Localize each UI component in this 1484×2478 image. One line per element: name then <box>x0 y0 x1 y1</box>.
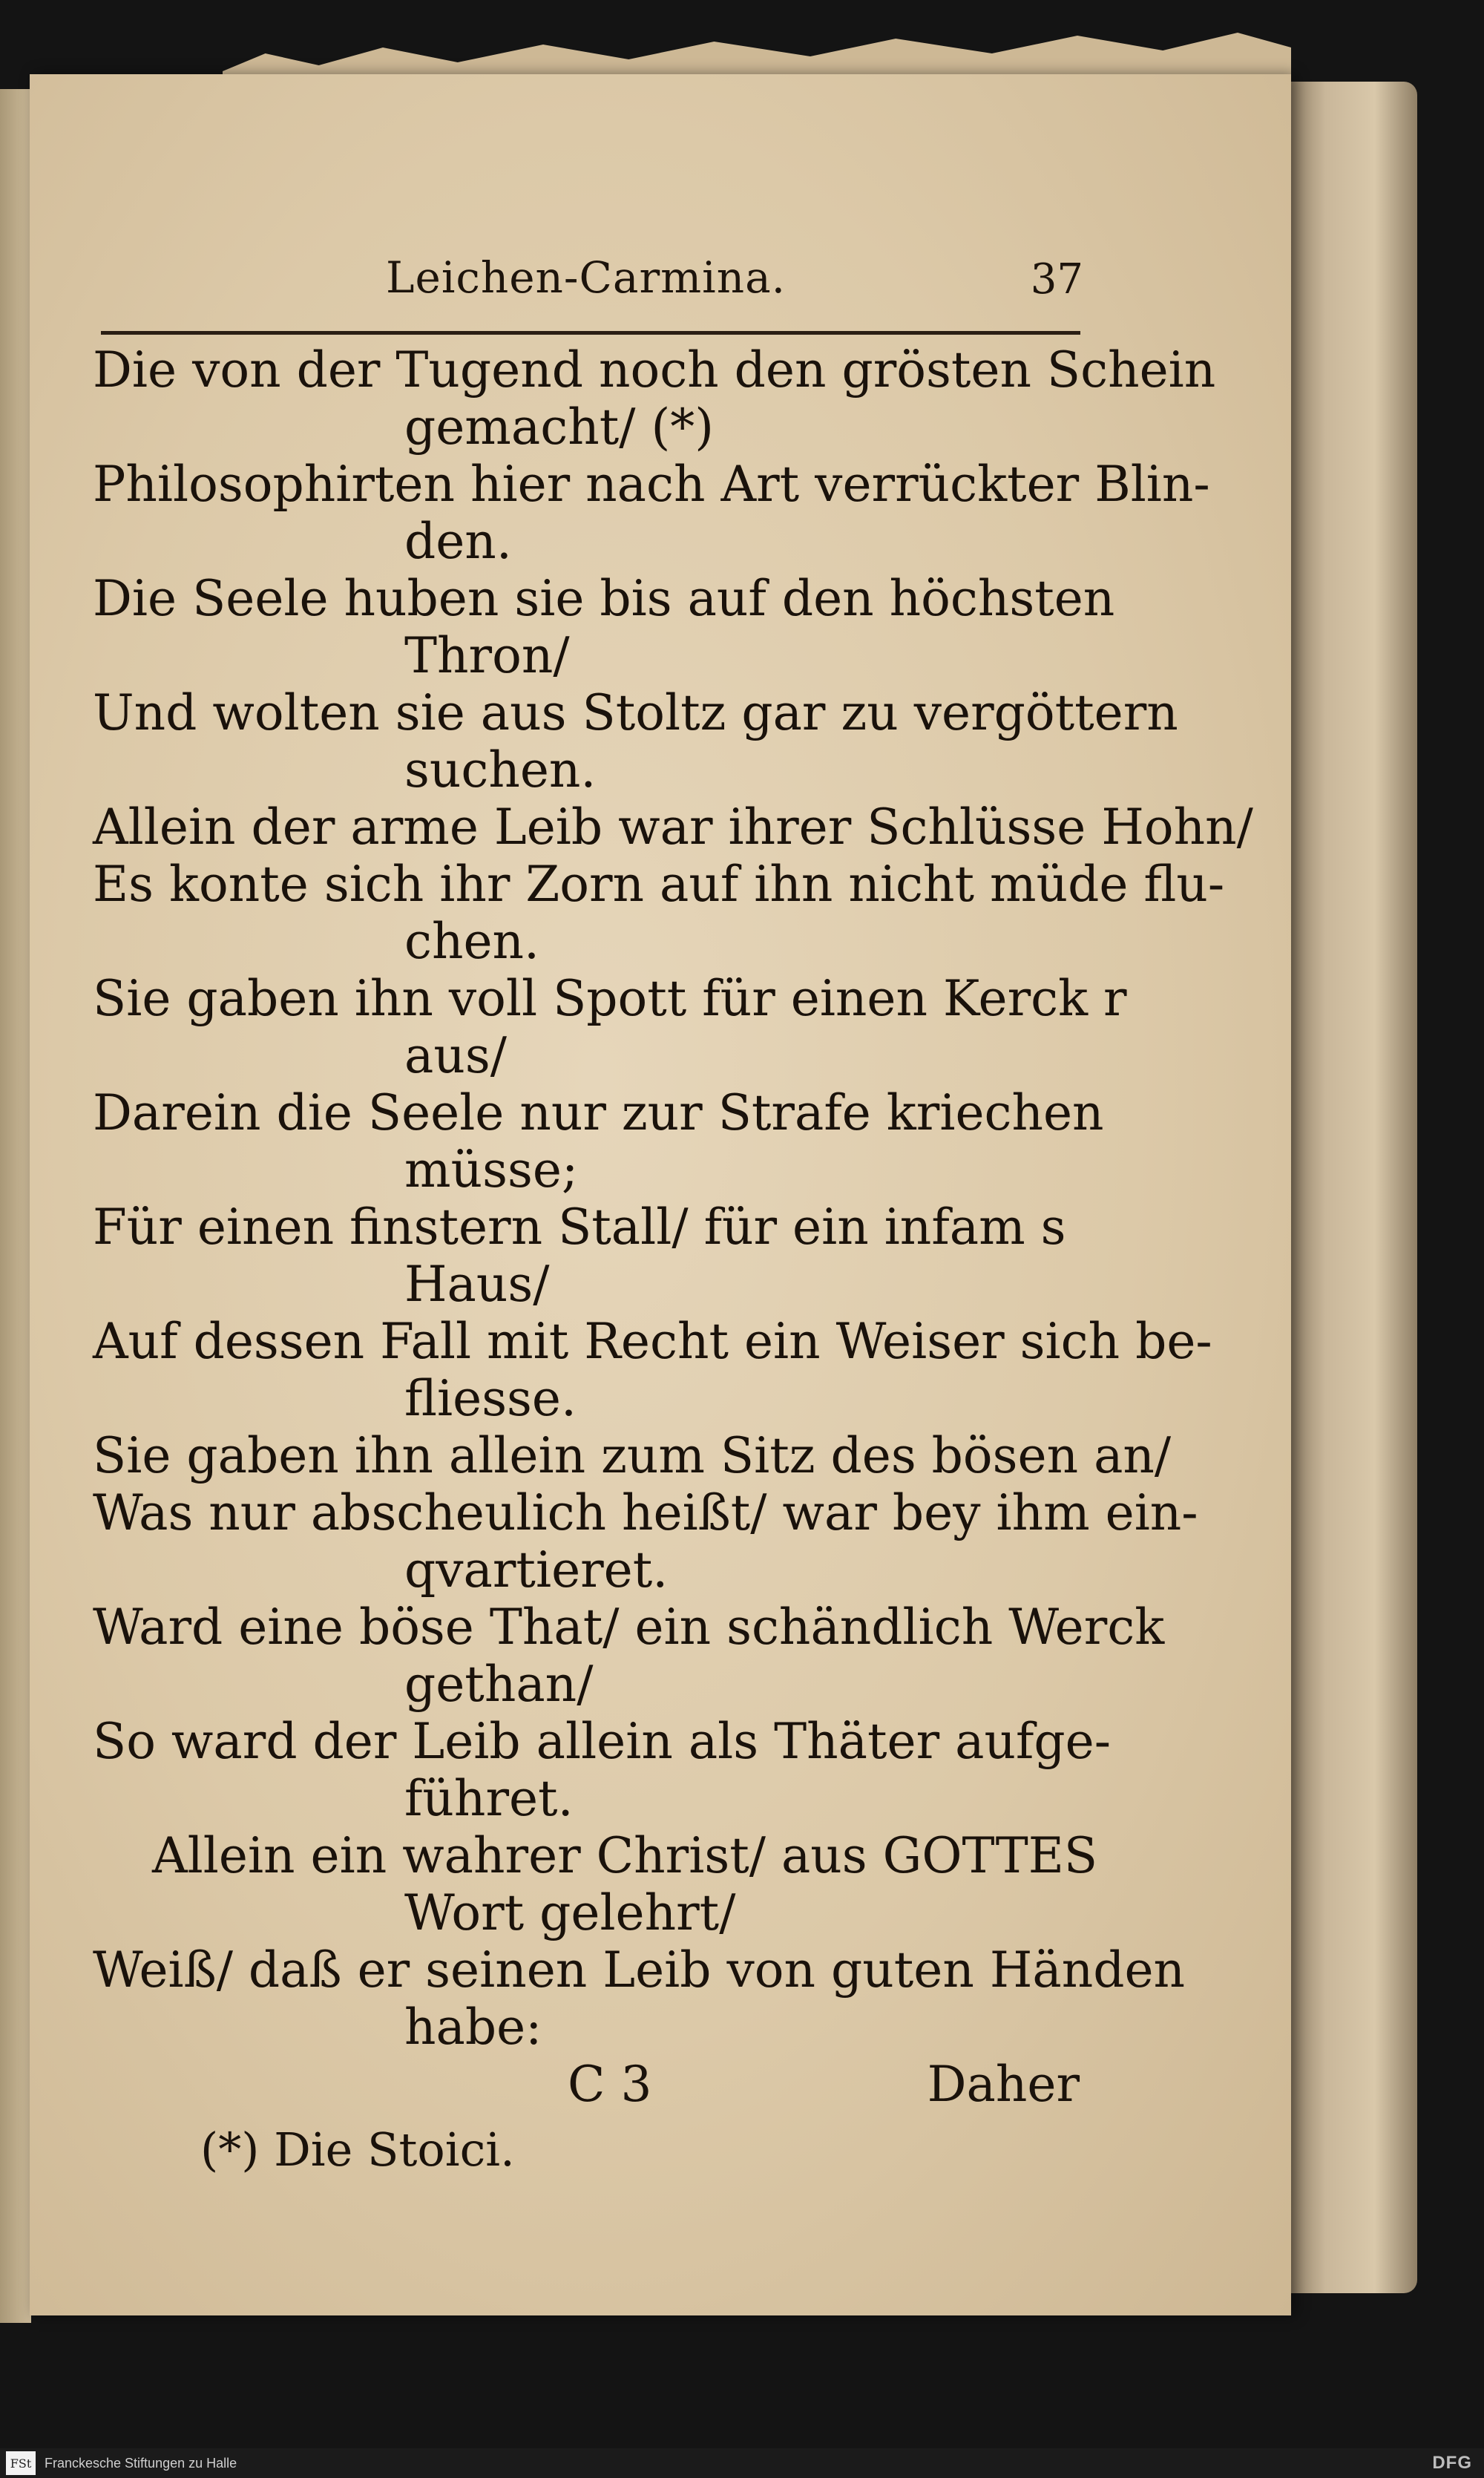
text-line: Ward eine böse That/ ein schändlich Werck <box>93 1599 1165 1656</box>
poem-text <box>93 341 1253 2113</box>
text-line: suchen. <box>404 741 597 799</box>
text-line: Philosophirten hier nach Art verrückter Blin- <box>93 456 1210 513</box>
book-page-block <box>1276 82 1417 2293</box>
text-line: aus/ <box>404 1027 507 1084</box>
text-line: Die von der Tugend noch den grösten Schein <box>93 341 1216 399</box>
page-header <box>96 245 1083 334</box>
text-line: Thron/ <box>404 627 570 684</box>
dfg-logo: DFG <box>1432 2453 1472 2473</box>
text-line: müsse; <box>404 1141 579 1199</box>
text-line: Allein ein wahrer Christ/ aus GOTTES <box>152 1827 1098 1884</box>
text-line: Für einen finstern Stall/ für ein infam s <box>93 1199 1066 1256</box>
text-line: chen. <box>404 913 540 970</box>
institution-logo-icon <box>6 2451 36 2475</box>
running-head: Leichen-Carmina. <box>386 252 787 303</box>
text-line: Haus/ <box>404 1256 550 1313</box>
footnote: (*) Die Stoici. <box>200 2123 515 2177</box>
text-line: Was nur abscheulich heißt/ war bey ihm ein- <box>93 1484 1198 1541</box>
institution-name: Franckesche Stiftungen zu Halle <box>45 2456 237 2471</box>
text-line: habe: <box>404 1999 542 2056</box>
header-rule <box>101 331 1080 335</box>
text-line: fliesse. <box>404 1370 577 1427</box>
text-line: den. <box>404 513 512 570</box>
text-line: Auf dessen Fall mit Recht ein Weiser sich be- <box>93 1313 1212 1370</box>
text-line: gemacht/ (*) <box>404 399 714 456</box>
signature-mark: C 3 <box>568 2056 652 2113</box>
page-number: 37 <box>1030 255 1083 304</box>
text-line: gethan/ <box>404 1656 594 1713</box>
catchword: Daher <box>927 2056 1080 2113</box>
text-line: Allein der arme Leib war ihrer Schlüsse Hohn/ <box>93 799 1253 856</box>
text-line: qvartieret. <box>404 1541 669 1599</box>
page-foot-row <box>93 2056 1080 2113</box>
text-line: Die Seele huben sie bis auf den höchsten <box>93 570 1115 627</box>
left-page-edge <box>0 89 31 2323</box>
text-line: So ward der Leib allein als Thäter aufge- <box>93 1713 1112 1770</box>
text-line: Sie gaben ihn voll Spott für einen Kerck r <box>93 970 1127 1027</box>
viewer-footer <box>0 2448 1484 2478</box>
text-line: Wort gelehrt/ <box>404 1884 736 1941</box>
text-line: Sie gaben ihn allein zum Sitz des bösen an/ <box>93 1427 1172 1484</box>
text-line: führet. <box>404 1770 574 1827</box>
text-line: Weiß/ daß er seinen Leib von guten Händen <box>93 1941 1186 1999</box>
text-line: Darein die Seele nur zur Strafe kriechen <box>93 1084 1104 1141</box>
logo-text: FSt <box>10 2456 32 2471</box>
text-line: Und wolten sie aus Stoltz gar zu vergöttern <box>93 684 1178 741</box>
text-line: Es konte sich ihr Zorn auf ihn nicht müde flu- <box>93 856 1225 913</box>
